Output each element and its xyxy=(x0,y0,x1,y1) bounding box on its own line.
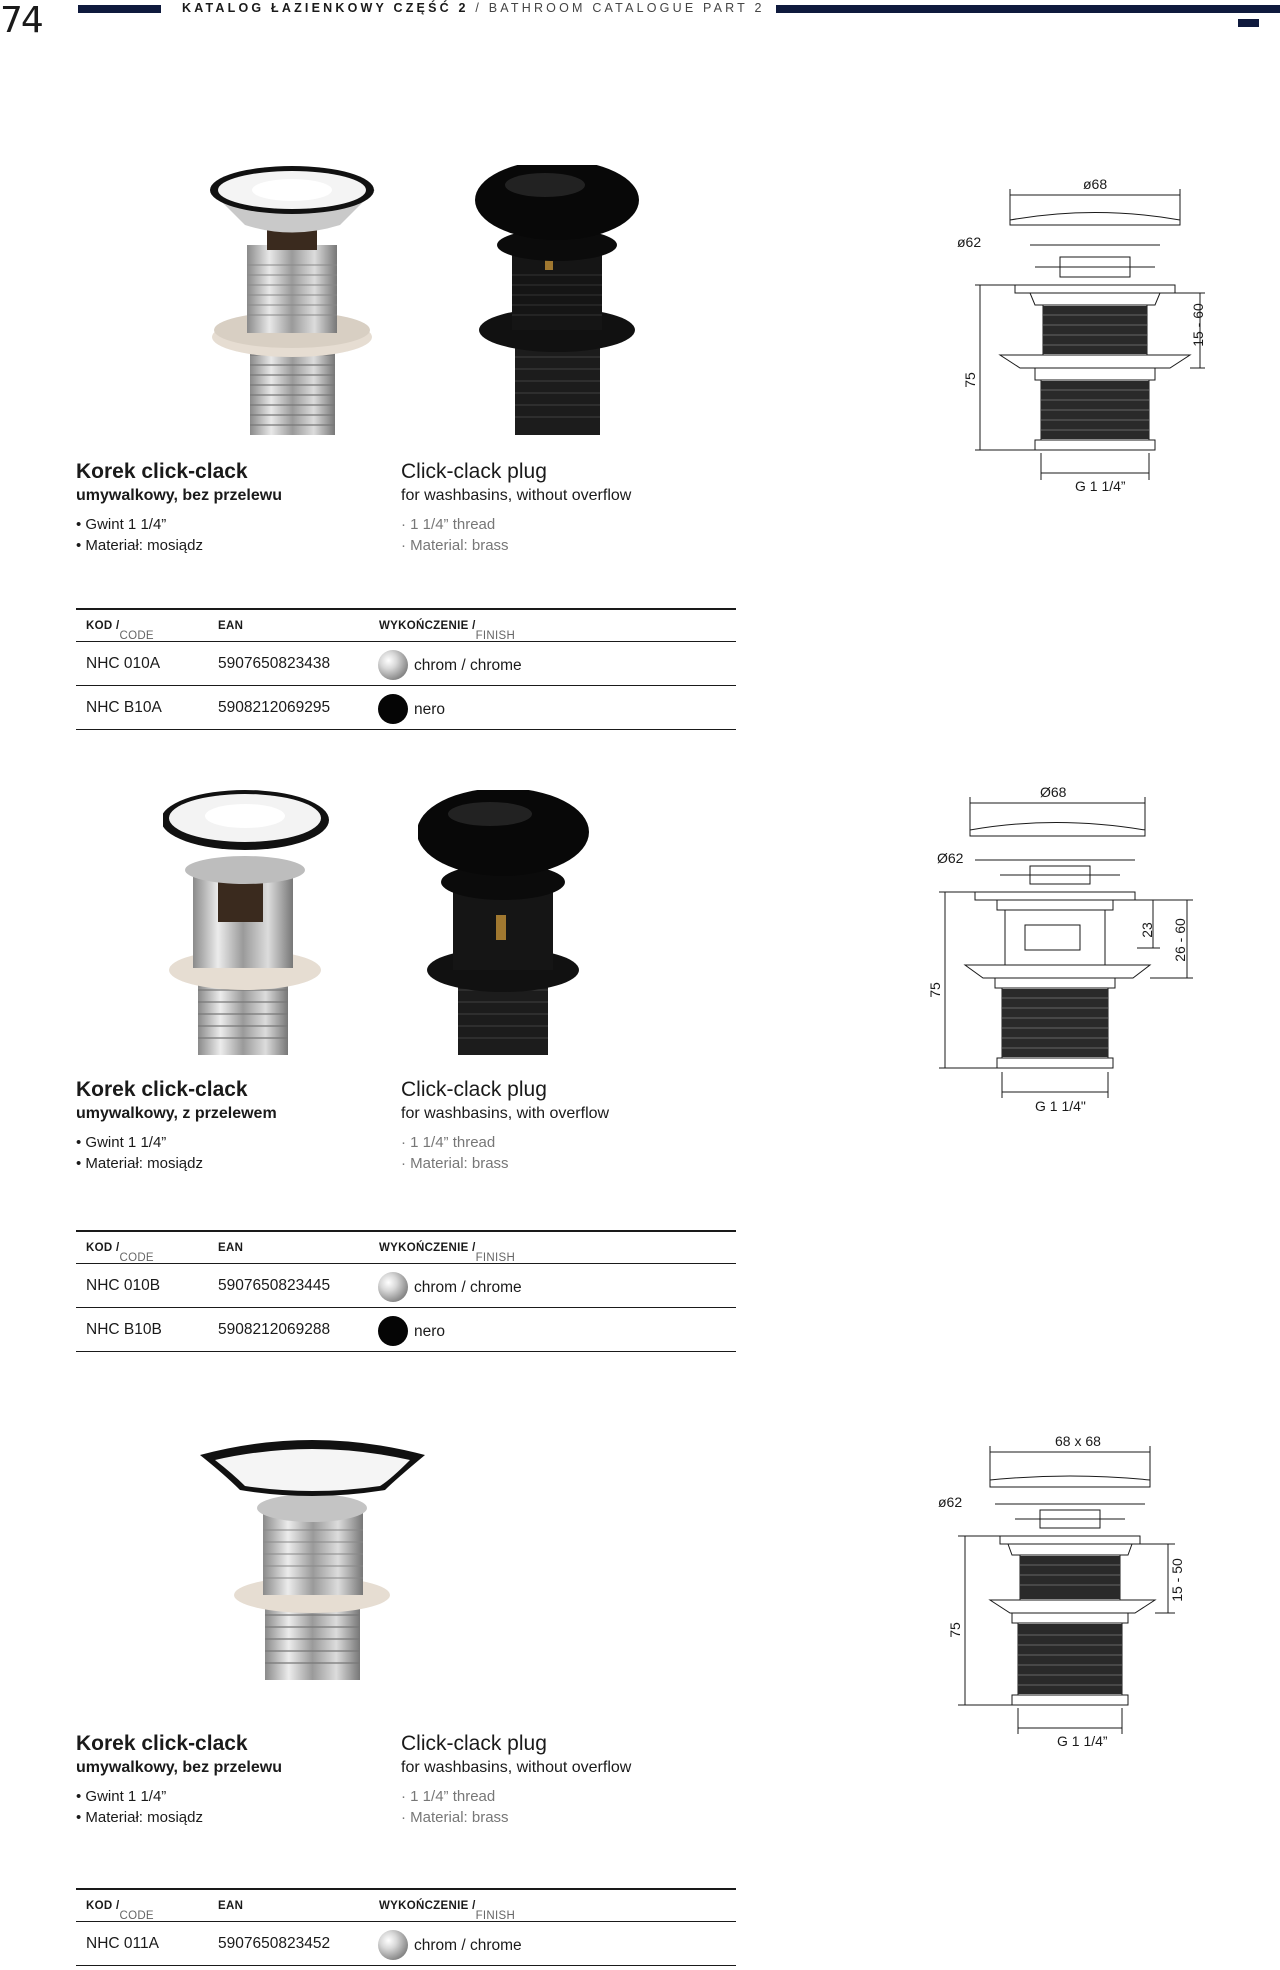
row-code: NHC B10B xyxy=(86,1321,162,1338)
product-2-title-en: Click-clack plug xyxy=(401,1078,547,1101)
feature-item: · Material: brass xyxy=(401,535,509,556)
feature-item: • Materiał: mosiądz xyxy=(76,1807,203,1828)
header-bar-right xyxy=(776,5,1280,13)
drawing-1-thread: G 1 1/4” xyxy=(1075,478,1126,494)
drawing-2-inner: 23 xyxy=(1139,922,1155,938)
feature-item: · 1 1/4” thread xyxy=(401,1132,509,1153)
drawing-3-mid-dim: ø62 xyxy=(938,1494,963,1510)
page-number: 74 xyxy=(0,0,42,41)
row-ean: 5907650823452 xyxy=(218,1935,331,1952)
feature-item: • Materiał: mosiądz xyxy=(76,1153,203,1174)
row-finish: nero xyxy=(414,701,446,718)
table-header xyxy=(76,1888,736,1922)
row-finish: chrom / chrome xyxy=(414,1937,522,1954)
chrome-swatch xyxy=(378,650,408,680)
product-photo-chrome xyxy=(163,790,338,1055)
chrome-swatch xyxy=(378,1930,408,1960)
drawing-1-range: 15 - 60 xyxy=(1190,303,1206,347)
row-code: NHC 010A xyxy=(86,655,161,672)
header-title xyxy=(182,1,765,15)
drawing-3-height: 75 xyxy=(947,1622,963,1638)
row-code: NHC 010B xyxy=(86,1277,161,1294)
chrome-swatch xyxy=(378,1272,408,1302)
row-ean: 5908212069288 xyxy=(218,1321,331,1338)
technical-drawing-1 xyxy=(955,175,1215,515)
product-1-features-en xyxy=(401,514,509,556)
drawing-2-top-dim: Ø68 xyxy=(1040,784,1067,800)
feature-item: · 1 1/4” thread xyxy=(401,1786,509,1807)
drawing-3-range: 15 - 50 xyxy=(1169,1558,1185,1602)
product-3-features-pl xyxy=(76,1786,203,1828)
feature-item: • Gwint 1 1/4” xyxy=(76,1786,203,1807)
table-row xyxy=(76,642,736,686)
product-1-subtitle-pl: umywalkowy, bez przelewu xyxy=(76,487,282,504)
drawing-1-top-dim: ø68 xyxy=(1083,176,1108,192)
table-row xyxy=(76,1264,736,1308)
product-2-subtitle-pl: umywalkowy, z przelewem xyxy=(76,1105,277,1122)
table-header xyxy=(76,608,736,642)
drawing-2-thread: G 1 1/4" xyxy=(1035,1098,1086,1114)
row-code: NHC 011A xyxy=(86,1935,159,1952)
header-code: KOD / CODE xyxy=(86,1900,154,1922)
header-code: KOD / CODE xyxy=(86,620,154,642)
header-bar-left xyxy=(78,5,161,13)
product-2-title-pl: Korek click-clack xyxy=(76,1078,248,1101)
product-3-title-pl: Korek click-clack xyxy=(76,1732,248,1755)
table-header xyxy=(76,1230,736,1264)
feature-item: • Gwint 1 1/4” xyxy=(76,1132,203,1153)
product-2-spec-table xyxy=(76,1230,736,1352)
product-1-title-pl: Korek click-clack xyxy=(76,460,248,483)
table-row xyxy=(76,686,736,730)
drawing-2-height: 75 xyxy=(927,982,943,998)
drawing-3-thread: G 1 1/4” xyxy=(1057,1733,1108,1749)
product-3-spec-table xyxy=(76,1888,736,1966)
product-3-features-en xyxy=(401,1786,509,1828)
product-2-features-en xyxy=(401,1132,509,1174)
product-photo-chrome xyxy=(205,165,380,435)
product-1-features-pl xyxy=(76,514,203,556)
product-1-spec-table xyxy=(76,608,736,730)
header-finish: WYKOŃCZENIE / FINISH xyxy=(379,620,516,642)
row-finish: nero xyxy=(414,1323,446,1340)
catalog-title-en: BATHROOM CATALOGUE PART 2 xyxy=(488,1,765,15)
row-finish: chrom / chrome xyxy=(414,1279,522,1296)
header-code: KOD / CODE xyxy=(86,1242,154,1264)
row-ean: 5907650823445 xyxy=(218,1277,331,1294)
row-code: NHC B10A xyxy=(86,699,162,716)
feature-item: · Material: brass xyxy=(401,1807,509,1828)
product-1-subtitle-en: for washbasins, without overflow xyxy=(401,487,632,504)
drawing-3-top-dim: 68 x 68 xyxy=(1055,1433,1101,1449)
product-2-features-pl xyxy=(76,1132,203,1174)
product-3-title-en: Click-clack plug xyxy=(401,1732,547,1755)
product-photo-nero xyxy=(418,790,593,1055)
product-3-subtitle-pl: umywalkowy, bez przelewu xyxy=(76,1759,282,1776)
row-ean: 5908212069295 xyxy=(218,699,331,716)
header-ean: EAN xyxy=(218,1900,244,1912)
drawing-1-height: 75 xyxy=(962,372,978,388)
feature-item: · 1 1/4” thread xyxy=(401,514,509,535)
product-photo-chrome xyxy=(195,1430,430,1680)
header-ean: EAN xyxy=(218,1242,244,1254)
row-finish: chrom / chrome xyxy=(414,657,522,674)
table-row xyxy=(76,1922,736,1966)
row-ean: 5907650823438 xyxy=(218,655,331,672)
nero-swatch xyxy=(378,694,408,724)
drawing-2-range: 26 - 60 xyxy=(1172,918,1188,962)
header-ean: EAN xyxy=(218,620,244,632)
feature-item: • Gwint 1 1/4” xyxy=(76,514,203,535)
header-bar-mark xyxy=(1238,19,1259,27)
header-finish: WYKOŃCZENIE / FINISH xyxy=(379,1242,516,1264)
drawing-1-mid-dim: ø62 xyxy=(957,234,982,250)
nero-swatch xyxy=(378,1316,408,1346)
header-finish: WYKOŃCZENIE / FINISH xyxy=(379,1900,516,1922)
product-photo-nero xyxy=(470,165,645,435)
technical-drawing-2 xyxy=(925,780,1205,1120)
drawing-2-mid-dim: Ø62 xyxy=(937,850,964,866)
catalog-title-pl: KATALOG ŁAZIENKOWY CZĘŚĆ 2 xyxy=(182,1,469,15)
feature-item: • Materiał: mosiądz xyxy=(76,535,203,556)
technical-drawing-3 xyxy=(930,1430,1190,1760)
table-row xyxy=(76,1308,736,1352)
product-1-title-en: Click-clack plug xyxy=(401,460,547,483)
feature-item: · Material: brass xyxy=(401,1153,509,1174)
header-separator: / xyxy=(475,1,483,15)
product-3-subtitle-en: for washbasins, without overflow xyxy=(401,1759,632,1776)
product-2-subtitle-en: for washbasins, with overflow xyxy=(401,1105,610,1122)
